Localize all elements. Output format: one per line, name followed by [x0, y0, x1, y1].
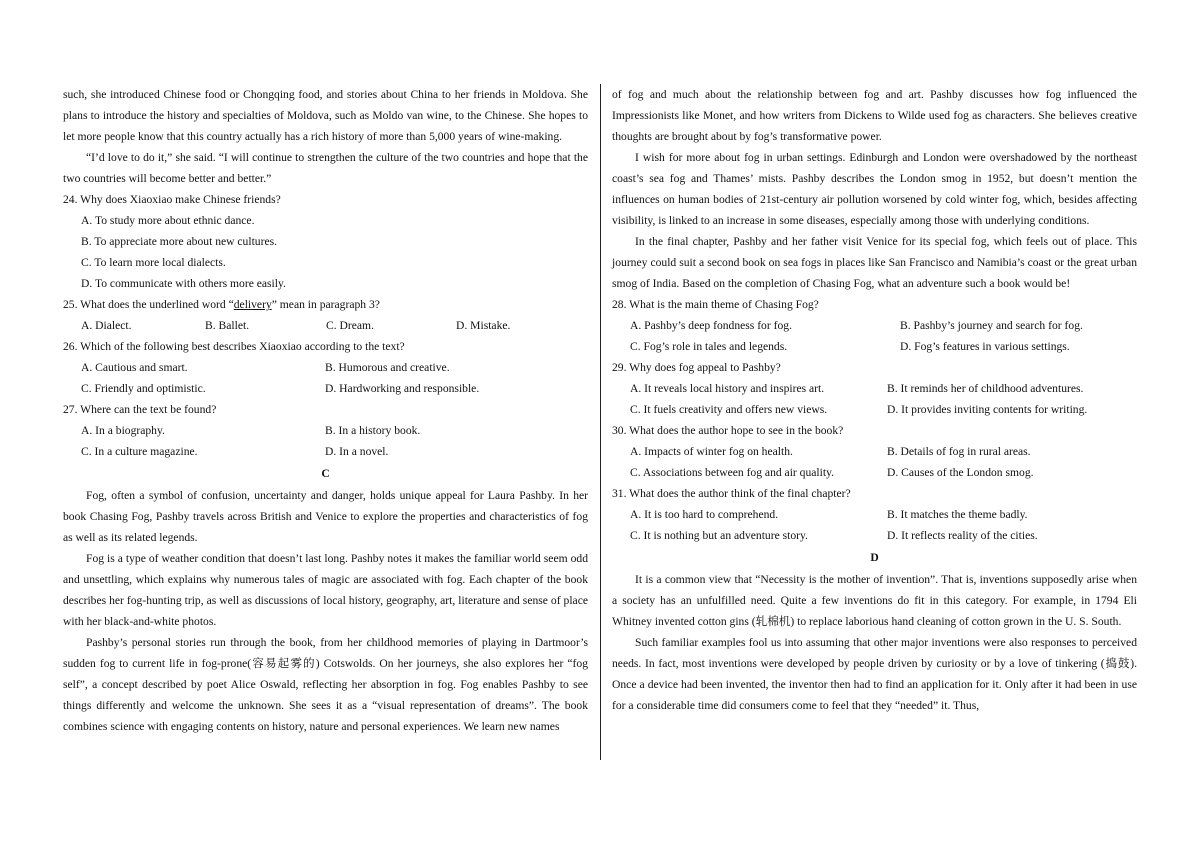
- option-b: B. It reminds her of childhood adventures.: [887, 382, 1084, 395]
- option-c: C. To learn more local dialects.: [81, 256, 226, 269]
- paragraph: Fog, often a symbol of confusion, uncertainty and danger, holds unique appeal for Laura Pashby. In her book Chasing Fog, Pashby travels across British and Venice to explore the properties and characteristics of fog as well as its related legends.: [63, 489, 588, 544]
- paragraph: In the final chapter, Pashby and her father visit Venice for its special fog, which feels out of place. This journey could suit a second book on sea fogs in places like San Francisco and Namibia’s coast or the great urban smog of India. Based on the completion of Chasing Fog, what an adventure such a book would be!: [612, 235, 1137, 290]
- option-b: B. Ballet.: [205, 319, 250, 332]
- option-b: B. Details of fog in rural areas.: [887, 445, 1031, 458]
- options-28: [612, 315, 1137, 357]
- question-31: 31. What does the author think of the final chapter?: [612, 487, 851, 500]
- option-d: D. Fog’s features in various settings.: [900, 340, 1070, 353]
- question-30: 30. What does the author hope to see in the book?: [612, 424, 844, 437]
- question-27: 27. Where can the text be found?: [63, 403, 217, 416]
- right-column: [612, 84, 1137, 716]
- options-31: [612, 504, 1137, 546]
- options-25: [63, 315, 588, 336]
- option-b: B. Humorous and creative.: [325, 361, 450, 374]
- option-a: A. It is too hard to comprehend.: [630, 508, 779, 521]
- paragraph: “I’d love to do it,” she said. “I will continue to strengthen the culture of the two countries and hope that the two countries will become better and better.”: [63, 151, 588, 185]
- option-d: D. In a novel.: [325, 445, 389, 458]
- paragraph: Fog is a type of weather condition that doesn’t last long. Pashby notes it makes the familiar world seem odd and unsettling, which explains why numerous tales of magic are associated with fog. Each chapter of the book describes her fog-hunting trip, as well as discussions of local history, geography, art, literature and sense of place with her black-and-white photos.: [63, 552, 588, 628]
- paragraph: I wish for more about fog in urban settings. Edinburgh and London were overshadowed by the northeast coast’s sea fog and Thames’ mists. Pashby describes the London smog in 1952, but doesn’t mention the influences on human bodies of 21st-century air pollution worsened by cold winter fog, which, besides affecting visibility, is linked to an increase in some diseases, especially among those with underlying conditions.: [612, 151, 1137, 227]
- paragraph: Pashby’s personal stories run through the book, from her childhood memories of playing in Dartmoor’s sudden fog to current life in fog-prone(容易起雾的) Cotswolds. On her journeys, she also explores her “fog self”, a concept described by poet Alice Oswald, reflecting her absorption in fog. Fog enables Pashby to see things differently and welcome the unknown. She sees it as a “visual representation of dreams”. The book combines science with engaging contents on history, nature and personal experiences. We learn new names: [63, 636, 588, 733]
- option-d: D. Mistake.: [456, 319, 511, 332]
- option-a: A. To study more about ethnic dance.: [81, 214, 255, 227]
- option-a: A. Impacts of winter fog on health.: [630, 445, 793, 458]
- column-divider: [600, 84, 601, 760]
- question-28: 28. What is the main theme of Chasing Fog?: [612, 298, 819, 311]
- paragraph: Such familiar examples fool us into assuming that other major inventions were also responses to perceived needs. In fact, most inventions were developed by people driven by curiosity or by a love of tinkering (捣鼓). Once a device had been invented, the inventor then had to find an application for it. Only after it had been in use for a considerable time did consumers come to feel that they “needed” it. Thus,: [612, 636, 1137, 712]
- option-a: A. In a biography.: [81, 424, 165, 437]
- option-b: B. To appreciate more about new cultures.: [81, 235, 278, 248]
- option-c: C. Associations between fog and air quality.: [630, 466, 835, 479]
- option-a: A. Dialect.: [81, 319, 132, 332]
- option-c: C. In a culture magazine.: [81, 445, 198, 458]
- option-a: A. Cautious and smart.: [81, 361, 188, 374]
- option-c: C. Friendly and optimistic.: [81, 382, 206, 395]
- option-d: D. It reflects reality of the cities.: [887, 529, 1038, 542]
- option-c: C. Dream.: [326, 319, 374, 332]
- paragraph: such, she introduced Chinese food or Chongqing food, and stories about China to her friends in Moldova. She plans to introduce the history and specialties of Moldova, such as Moldo van wine, to the Chinese. She hopes to let more people know that this country actually has a rich history of more than 5,000 years of wine-making.: [63, 88, 588, 143]
- option-c: C. Fog’s role in tales and legends.: [630, 340, 788, 353]
- paragraph: It is a common view that “Necessity is the mother of invention”. That is, inventions supposedly arise when a society has an unfulfilled need. Quite a few inventions do fit in this category. For example, in 1794 Eli Whitney invented cotton gins (轧棉机) to replace laborious hand cleaning of cotton grown in the U. S. South.: [612, 573, 1137, 628]
- options-30: [612, 441, 1137, 483]
- options-26: [63, 357, 588, 399]
- section-heading-d: D: [870, 551, 879, 564]
- paragraph: of fog and much about the relationship between fog and art. Pashby discusses how fog influenced the Impressionists like Monet, and how writers from Dickens to Wilde used fog as characters. She believes creative thoughts are brought about by fog’s transformative power.: [612, 88, 1137, 143]
- question-25: [63, 294, 588, 315]
- option-b: B. Pashby’s journey and search for fog.: [900, 319, 1083, 332]
- options-24: [63, 210, 588, 294]
- option-d: D. It provides inviting contents for writing.: [887, 403, 1088, 416]
- question-26: 26. Which of the following best describes Xiaoxiao according to the text?: [63, 340, 405, 353]
- question-29: 29. Why does fog appeal to Pashby?: [612, 361, 781, 374]
- option-c: C. It fuels creativity and offers new views.: [630, 403, 828, 416]
- option-b: B. It matches the theme badly.: [887, 508, 1028, 521]
- question-text: 25. What does the underlined word “delivery” mean in paragraph 3?: [63, 298, 380, 311]
- section-heading-c: C: [321, 467, 330, 480]
- option-b: B. In a history book.: [325, 424, 421, 437]
- option-a: A. Pashby’s deep fondness for fog.: [630, 319, 792, 332]
- options-29: [612, 378, 1137, 420]
- option-a: A. It reveals local history and inspires art.: [630, 382, 825, 395]
- option-d: D. To communicate with others more easily.: [81, 277, 286, 290]
- options-27: [63, 420, 588, 462]
- underlined-word: delivery: [233, 298, 272, 311]
- option-c: C. It is nothing but an adventure story.: [630, 529, 808, 542]
- option-d: D. Hardworking and responsible.: [325, 382, 480, 395]
- question-24: 24. Why does Xiaoxiao make Chinese friends?: [63, 193, 281, 206]
- option-d: D. Causes of the London smog.: [887, 466, 1034, 479]
- left-column: [63, 84, 588, 737]
